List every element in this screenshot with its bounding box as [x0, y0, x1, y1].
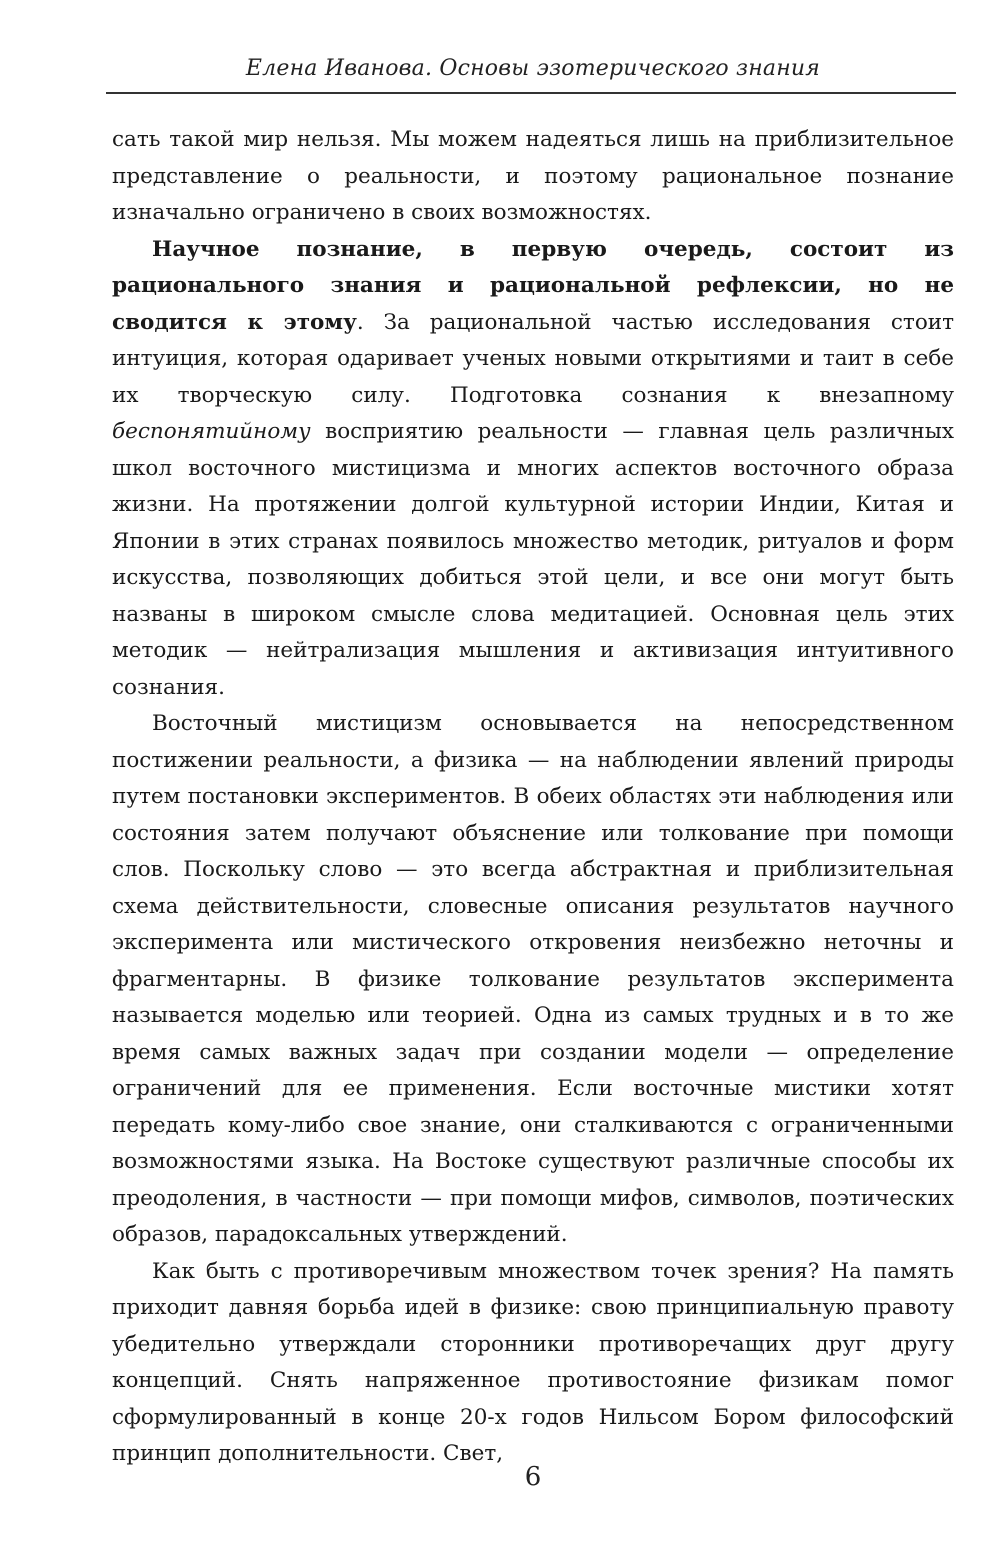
paragraph-2-text-a: . За рациональной частью исследования стоит интуиция, которая одаривает ученых новыми открытиями и таит в себе их творческую силу. Подготовка сознания к внезапному [112, 309, 954, 408]
paragraph-1: сать такой мир нельзя. Мы можем надеяться лишь на приблизительное представление о реальности, и поэтому рациональное познание изначально ограничено в своих возможностях. [112, 127, 954, 225]
paragraph-3: Восточный мистицизм основывается на непосредственном постижении реальности, а физика — на наблюдении явлений природы путем постановки экспериментов. В обеих областях эти наблюдения или состояния затем получают объяснение или толкование при помощи слов. Поскольку слово — это всегда абстрактная и приблизительная схема действительности, словесные описания результатов научного эксперимента или мистического откровения неизбежно неточны и фрагментарны. В физике толкование результатов эксперимента называется моделью или теорией. Одна из самых трудных и в то же время самых важных задач при создании модели — определение ограничений для ее применения. Если восточные мистики хотят передать кому-либо свое знание, они сталкиваются с ограниченными возможностями языка. На Востоке существуют различные способы их преодоления, в частности — при помощи мифов, символов, поэтических образов, парадоксальных утверждений. [112, 711, 954, 1247]
running-head-title: Елена Иванова. Основы эзотерического знания [245, 56, 821, 81]
header-rule [106, 92, 956, 94]
paragraph-2 [112, 232, 954, 707]
paragraph-4: Как быть с противоречивым множеством точек зрения? На память приходит давняя борьба идей в физике: свою принципиальную правоту убедительно утверждали сторонники противоречащих друг другу концепций. Снять напряженное противостояние физикам помог сформулированный в конце 20-х годов Нильсом Бором философский принцип дополнительности. Свет, [112, 1258, 954, 1466]
paragraph-2-bold-lead: Научное познание, в первую очередь, состоит из рационального знания и рациональной рефлексии, но не сводится к этому [112, 236, 954, 335]
page-text [112, 122, 954, 1473]
paragraph-2-text-b: восприятию реальности — главная цель различных школ восточного мистицизма и многих аспектов восточного образа жизни. На протяжении долгой культурной истории Индии, Китая и Японии в этих странах появилось множество методик, ритуалов и форм искусства, позволяющих добиться этой цели, и все они могут быть названы в широком смысле слова медитацией. Основная цель этих методик — нейтрализация мышления и активизация интуитивного сознания. [112, 419, 954, 700]
page-number: 6 [524, 1462, 542, 1492]
paragraph-2-italic-term: беспонятийному [112, 419, 311, 444]
